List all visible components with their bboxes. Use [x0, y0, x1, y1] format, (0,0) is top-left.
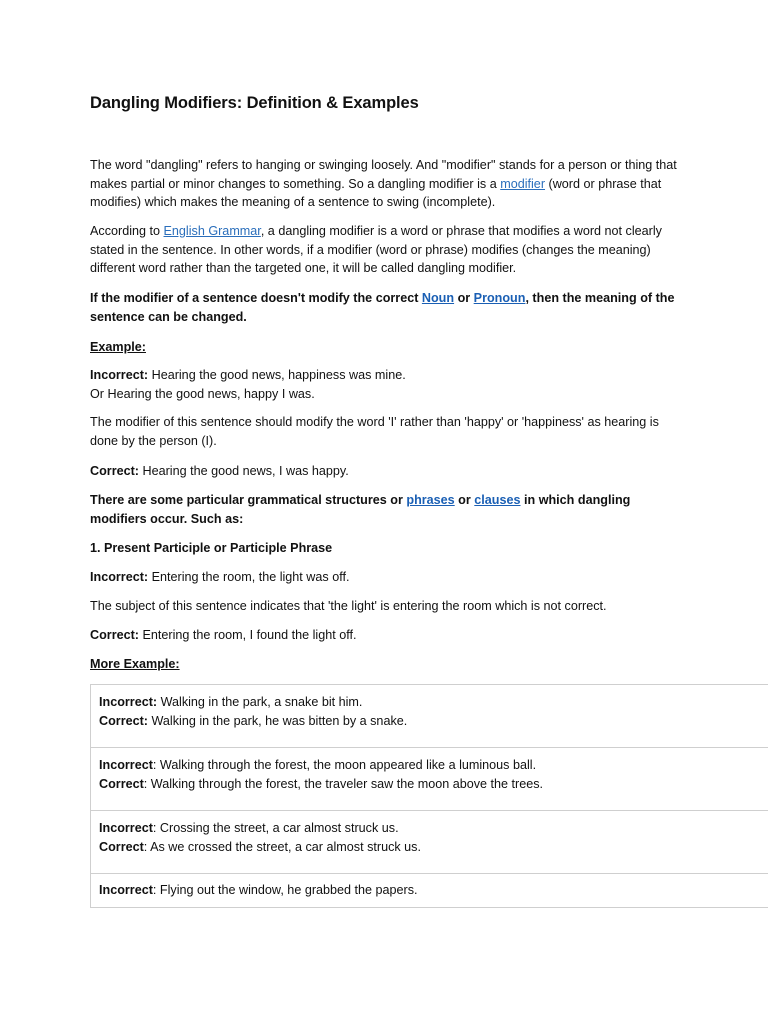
example-heading: Example:: [90, 340, 146, 354]
correct-label: Correct: [99, 840, 144, 854]
according-text-b: , a dangling modifier is a word or phrase that modifies a word not clearly stated in the sentence. In other words, if a modifier (word or phrase) modifies (changes the meaning) different word rather than the targeted one, it will be called dangling modifier.: [90, 224, 662, 276]
correct-text: Walking in the park, he was bitten by a snake.: [148, 714, 408, 728]
intro-text-b: (word or phrase that modifies) which makes the meaning of a sentence to swing (incomplete).: [90, 176, 662, 210]
pronoun-link[interactable]: Pronoun: [473, 291, 526, 305]
noun-link[interactable]: Noun: [421, 291, 455, 305]
english-grammar-link[interactable]: English Grammar: [163, 224, 261, 238]
table-row: [91, 811, 768, 874]
incorrect2-text: Entering the room, the light was off.: [148, 570, 350, 584]
section1-heading: 1. Present Participle or Participle Phrase: [90, 541, 333, 555]
table-row: [91, 874, 768, 907]
table-row: [91, 685, 768, 748]
correct-text: : Walking through the forest, the traveler saw the moon above the trees.: [143, 777, 544, 791]
incorrect-text: Walking in the park, a snake bit him.: [157, 695, 363, 709]
incorrect-label: Incorrect: [99, 883, 153, 897]
structures-text-a: There are some particular grammatical structures or: [90, 493, 407, 507]
correct-label: Correct:: [99, 714, 148, 728]
explanation2-paragraph: The subject of this sentence indicates that 'the light' is entering the room which is not correct.: [90, 599, 607, 613]
phrases-link[interactable]: phrases: [406, 493, 455, 507]
structures-text-mid: or: [454, 493, 475, 507]
incorrect-label: Incorrect:: [90, 368, 149, 382]
examples-table: [90, 684, 768, 908]
example1-line2: Or Hearing the good news, happy I was.: [90, 386, 315, 401]
incorrect-label: Incorrect:: [99, 695, 158, 709]
correct-label: Correct: [99, 777, 144, 791]
correct2-paragraph: [90, 626, 680, 645]
structures-paragraph: [90, 491, 680, 528]
correct1-paragraph: [90, 462, 680, 481]
more-example-heading: More Example:: [90, 657, 180, 671]
correct2-text: Entering the room, I found the light off.: [139, 628, 357, 642]
according-paragraph: [90, 222, 680, 278]
rule-text-mid: or: [454, 291, 474, 305]
correct-label: Correct:: [90, 628, 139, 642]
incorrect-text: : Crossing the street, a car almost struck us.: [152, 821, 399, 835]
table-row: [91, 748, 768, 811]
rule-text-b: , then the meaning of the sentence can be changed.: [90, 291, 675, 324]
structures-text-b: in which dangling modifiers occur. Such as:: [90, 493, 631, 526]
incorrect-label: Incorrect: [99, 821, 153, 835]
incorrect-text: : Flying out the window, he grabbed the papers.: [152, 883, 418, 897]
incorrect2-paragraph: [90, 568, 680, 587]
example1-text: Hearing the good news, happiness was mine.: [148, 368, 406, 382]
incorrect-label: Incorrect:: [90, 570, 149, 584]
incorrect-text: : Walking through the forest, the moon appeared like a luminous ball.: [152, 758, 537, 772]
example1-paragraph: [90, 366, 680, 403]
modifier-link[interactable]: modifier: [500, 176, 546, 191]
clauses-link[interactable]: clauses: [474, 493, 521, 507]
rule-text-a: If the modifier of a sentence doesn't modify the correct: [90, 291, 422, 305]
incorrect-label: Incorrect: [99, 758, 153, 772]
correct-text: : As we crossed the street, a car almost struck us.: [143, 840, 421, 854]
page-title: Dangling Modifiers: Definition & Examples: [90, 94, 419, 112]
correct-label: Correct:: [90, 464, 139, 478]
correct1-text: Hearing the good news, I was happy.: [139, 464, 349, 478]
intro-paragraph: [90, 156, 680, 212]
according-text-a: According to: [90, 224, 164, 238]
intro-text-a: The word "dangling" refers to hanging or swinging loosely. And "modifier" stands for a person or thing that makes partial or minor changes to something. So a dangling modifier is a: [90, 158, 677, 191]
explanation1-paragraph: The modifier of this sentence should modify the word 'I' rather than 'happy' or 'happiness' as hearing is done by the person (I).: [90, 415, 659, 448]
rule-paragraph: [90, 289, 680, 326]
